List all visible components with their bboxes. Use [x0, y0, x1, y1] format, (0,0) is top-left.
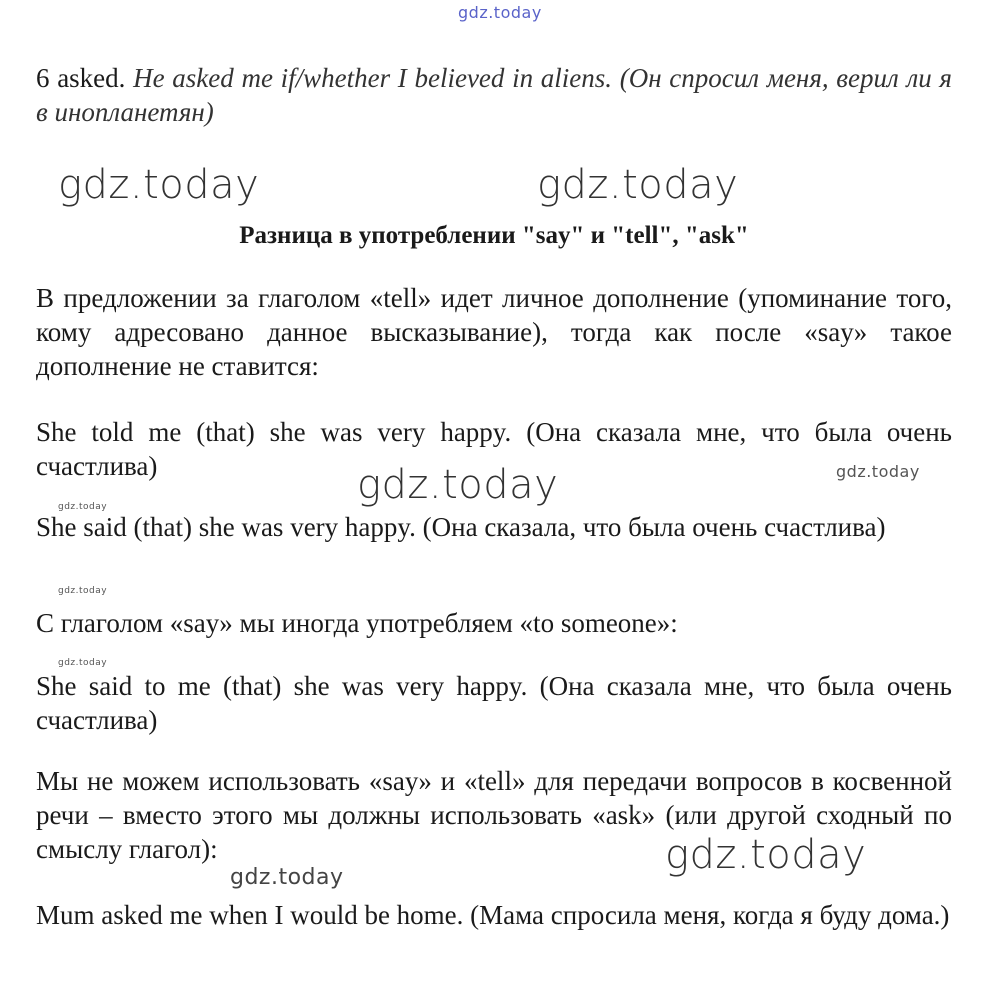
watermark-right-upper: gdz.today	[537, 162, 739, 208]
watermark-lower-left: gdz.today	[230, 865, 344, 890]
paragraph-5: She said to me (that) she was very happy. (Она сказала мне, что была очень счастлива)	[36, 671, 952, 735]
paragraph-6: Мы не можем использовать «say» и «tell» для передачи вопросов в косвенной речи – вместо этого мы должны использовать «ask» (или другой сходный по смыслу глагол):	[36, 766, 952, 864]
paragraph-7: Mum asked me when I would be home. (Мама спросила меня, когда я буду дома.)	[36, 900, 950, 930]
item-6	[36, 61, 952, 129]
item-6-text: He asked me if/whether I believed in aliens. (Он спросил меня, верил ли я в инопланетян)	[36, 63, 952, 127]
watermark-left-upper: gdz.today	[58, 162, 260, 208]
paragraph-2: She told me (that) she was very happy. (Она сказала мне, что была очень счастлива)	[36, 417, 952, 481]
item-6-label: 6 asked.	[36, 63, 126, 93]
paragraph-1: В предложении за глаголом «tell» идет личное дополнение (упоминание того, кому адресовано данное высказывание), тогда как после «say» такое дополнение не ставится:	[36, 283, 952, 381]
watermark-small-right: gdz.today	[836, 462, 920, 481]
watermark-lower-right: gdz.today	[665, 832, 867, 878]
watermark-tiny-1: gdz.today	[58, 502, 108, 512]
watermark-tiny-2: gdz.today	[58, 586, 108, 596]
watermark-top: gdz.today	[458, 3, 542, 22]
section-heading: Разница в употреблении "say" и "tell", "ask"	[239, 222, 749, 249]
paragraph-3: She said (that) she was very happy. (Она сказала, что была очень счастлива)	[36, 512, 886, 542]
paragraph-4: С глаголом «say» мы иногда употребляем «to someone»:	[36, 608, 678, 638]
watermark-center: gdz.today	[357, 462, 559, 508]
watermark-tiny-3: gdz.today	[58, 658, 108, 668]
